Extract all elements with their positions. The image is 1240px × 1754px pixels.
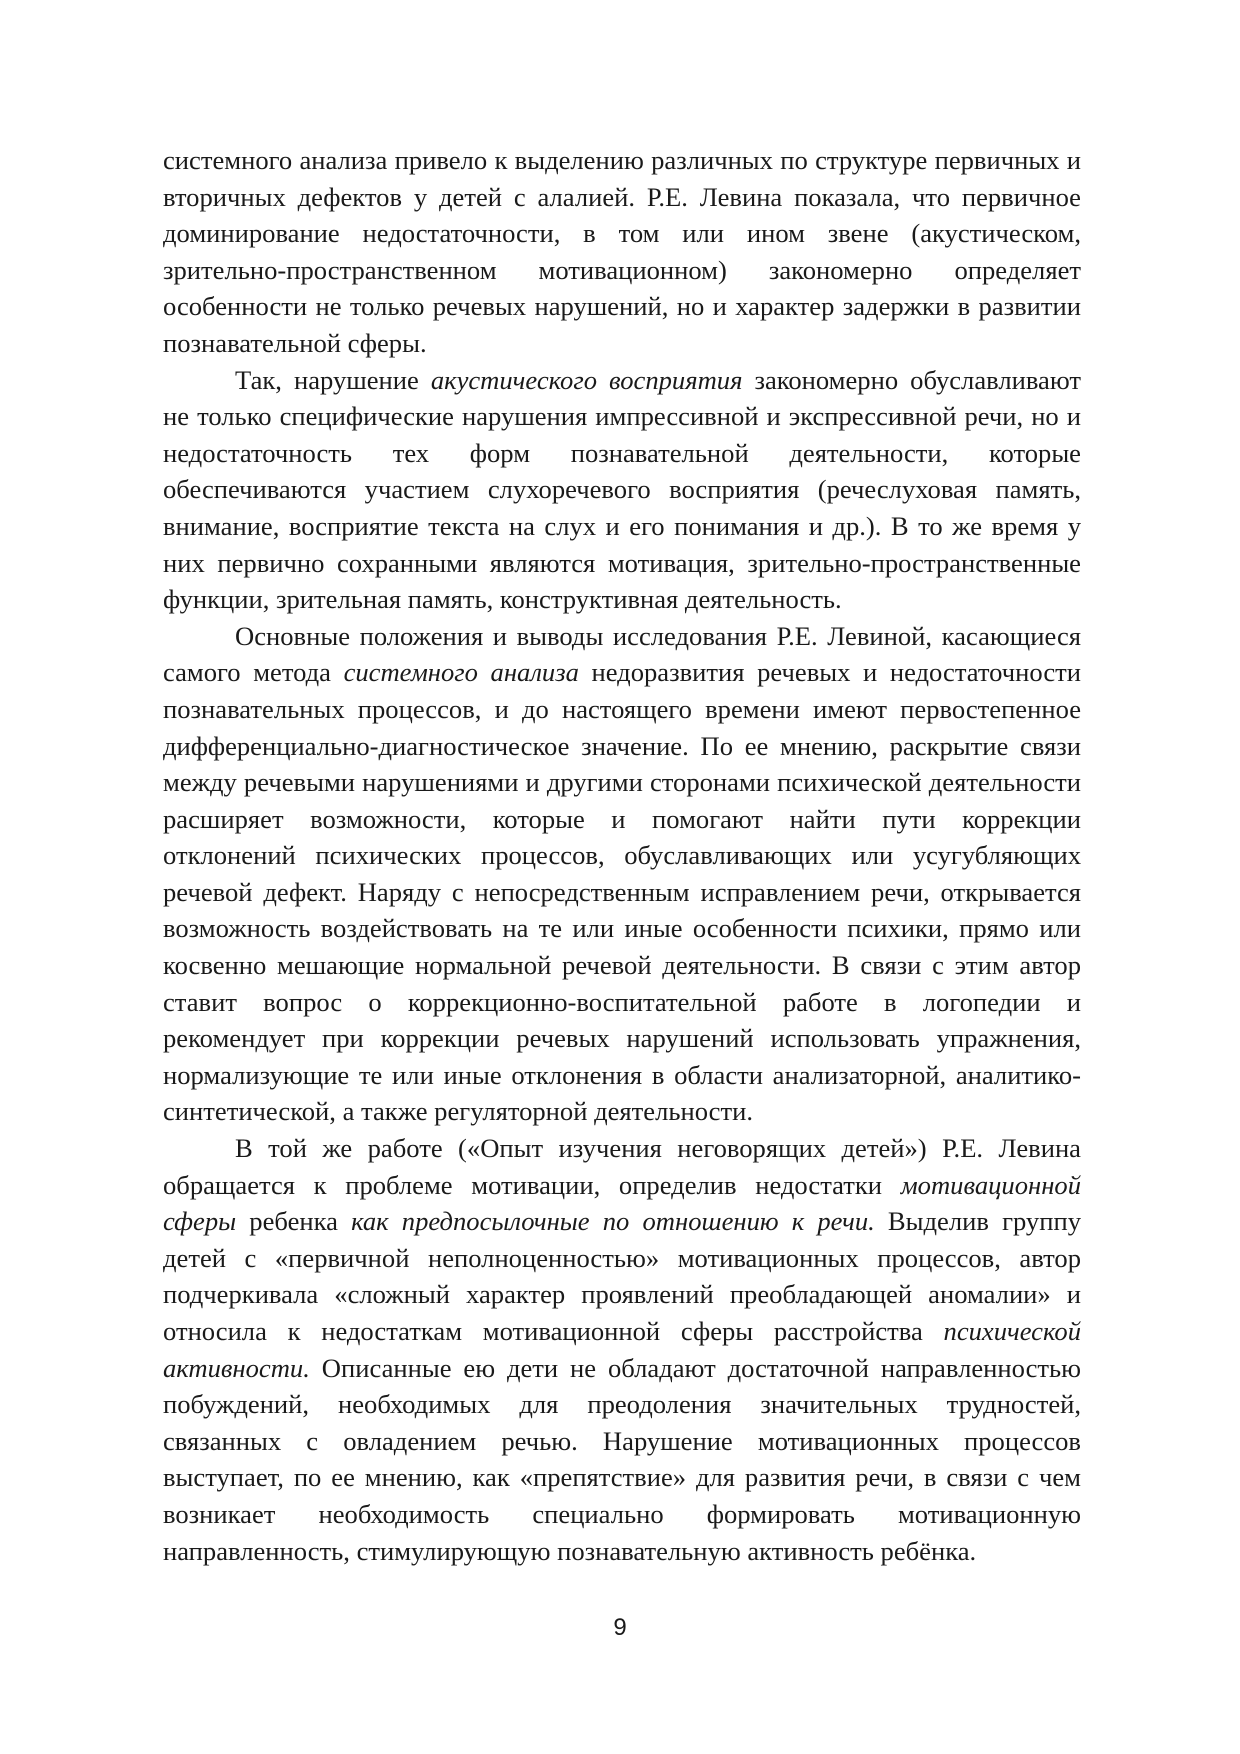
body-text xyxy=(163,142,1081,1569)
text-run: ребенка xyxy=(236,1206,352,1237)
text-run: недоразвития речевых и недостаточности познавательных процессов, и до настоящего времени имеют первостепенное дифференциально-диагностическое значение. По ее мнению, раскрытие связи между речевыми нарушениями и другими сторонами психической деятельности расширяет возможности, которые и помогают найти пути коррекции отклонений психических процессов, обуславливающих или усугубляющих речевой дефект. Наряду с непосредственным исправлением речи, открывается возможность воздействовать на те или иные особенности психики, прямо или косвенно мешающие нормальной речевой деятельности. В связи с этим автор ставит вопрос о коррекционно-воспитательной работе в логопедии и рекомендует при коррекции речевых нарушений использовать упражнения, нормализующие те или иные отклонения в области анализаторной, аналитико-синтетической, а также регуляторной деятельности. xyxy=(163,657,1081,1127)
text-run: закономерно обуславливают не только специфические нарушения импрессивной и экспрессивной речи, но и недостаточность тех форм познавательной деятельности, которые обеспечиваются участием слухоречевого восприятия (речеслуховая память, внимание, восприятие текста на слух и его понимания и др.). В то же время у них первично сохранными являются мотивация, зрительно-пространственные функции, зрительная память, конструктивная деятельность. xyxy=(163,364,1081,615)
italic-term: акустического восприятия xyxy=(430,364,743,395)
text-run: системного анализа привело к выделению различных по структуре первичных и вторичных дефектов у детей с алалией. Р.Е. Левина показала, что первичное доминирование недостаточности, в том или ином звене (акустическом, зрительно-пространственном мотивационном) закономерно определяет особенности не только речевых нарушений, но и характер задержки в развитии познавательной сферы. xyxy=(163,145,1081,358)
paragraph xyxy=(163,1130,1081,1569)
paragraph xyxy=(163,618,1081,1130)
paragraph xyxy=(163,142,1081,362)
paragraph xyxy=(163,362,1081,618)
italic-term: как предпосылочные по отношению к речи. xyxy=(351,1206,875,1237)
text-run: Так, нарушение xyxy=(235,364,431,395)
italic-term: мотивационной сферы xyxy=(163,1169,1081,1237)
text-run: Основные положения и выводы исследования Р.Е. Левиной, касающиеся самого метода xyxy=(163,620,1081,688)
text-run: В той же работе («Опыт изучения неговорящих детей») Р.Е. Левина обращается к проблеме мотивации, определив недостатки xyxy=(163,1133,1081,1200)
italic-term: психической активности. xyxy=(163,1316,1081,1383)
text-run: Выделив группу детей с «первичной неполноценностью» мотивационных процессов, автор подчеркивала «сложный характер проявлений преобладающей аномалии» и относила к недостаткам мотивационной сферы расстройства xyxy=(163,1206,1081,1346)
text-run: Описанные ею дети не обладают достаточной направленностью побуждений, необходимых для преодоления значительных трудностей, связанных с овладением речью. Нарушение мотивационных процессов выступает, по ее мнению, как «препятствие» для развития речи, в связи с чем возникает необходимость специально формировать мотивационную направленность, стимулирующую познавательную активность ребёнка. xyxy=(163,1352,1081,1566)
italic-term: системного анализа xyxy=(343,657,579,688)
page-number: 9 xyxy=(613,1614,627,1641)
